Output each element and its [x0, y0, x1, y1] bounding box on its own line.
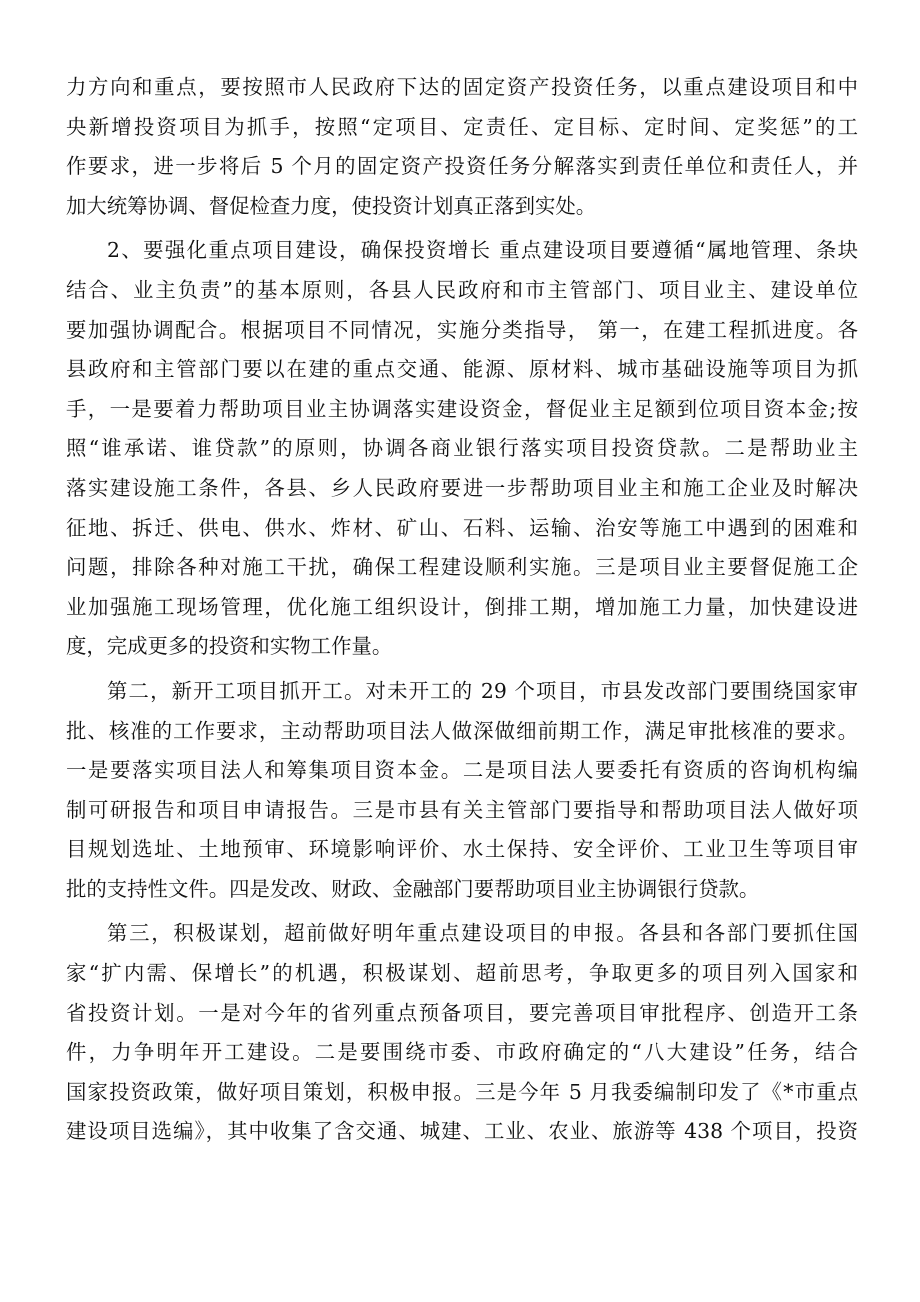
paragraph-key-projects: [66, 231, 858, 667]
paragraph-investment-tasks: [66, 68, 858, 226]
text-line: 第二，新开工项目抓开工。对未开工的 29 个项目，市县发改部门要围绕国家审: [107, 678, 858, 703]
text-line: 照“谁承诺、谁贷款”的原则，协调各商业银行落实项目投资贷款。二是帮助业主: [66, 436, 858, 461]
text-line: 手，一是要着力帮助项目业主协调落实建设资金，督促业主足额到位项目资本金;按: [66, 396, 858, 421]
text-line: 落实建设施工条件，各县、乡人民政府要进一步帮助项目业主和施工企业及时解决: [66, 475, 858, 500]
text-line: 制可研报告和项目申请报告。三是市县有关主管部门要指导和帮助项目法人做好项: [66, 797, 858, 822]
paragraph-next-year-planning: [66, 914, 858, 1152]
text-line: 批的支持性文件。四是发改、财政、金融部门要帮助项目业主协调银行贷款。: [66, 876, 760, 901]
text-line: 度，完成更多的投资和实物工作量。: [66, 634, 393, 659]
text-line: 征地、拆迁、供电、供水、炸材、矿山、石料、运输、治安等施工中遇到的困难和: [66, 515, 858, 540]
text-line: 要加强协调配合。根据项目不同情况，实施分类指导， 第一，在建工程抓进度。各: [66, 317, 858, 342]
text-line: 业加强施工现场管理，优化施工组织设计，倒排工期，增加施工力量，加快建设进: [66, 594, 858, 619]
text-line: 家“扩内需、保增长”的机遇，积极谋划、超前思考，争取更多的项目列入国家和: [66, 961, 858, 986]
text-line: 央新增投资项目为抓手，按照“定项目、定责任、定目标、定时间、定奖惩”的工: [66, 114, 858, 139]
text-line: 建设项目选编》，其中收集了含交通、城建、工业、农业、旅游等 438 个项目，投资: [66, 1119, 858, 1144]
text-line: 第三，积极谋划，超前做好明年重点建设项目的申报。各县和各部门要抓住国: [107, 921, 858, 946]
text-line: 2、要强化重点项目建设，确保投资增长 重点建设项目要遵循“属地管理、条块: [107, 238, 858, 263]
text-line: 问题，排除各种对施工干扰，确保工程建设顺利实施。三是项目业主要督促施工企: [66, 555, 858, 580]
text-line: 一是要落实项目法人和筹集项目资本金。二是项目法人要委托有资质的咨询机构编: [66, 758, 858, 783]
text-line: 批、核准的工作要求，主动帮助项目法人做深做细前期工作，满足审批核准的要求。: [66, 718, 858, 743]
text-line: 国家投资政策，做好项目策划，积极申报。三是今年 5 月我委编制印发了《*市重点: [66, 1079, 858, 1104]
text-line: 作要求，进一步将后 5 个月的固定资产投资任务分解落实到责任单位和责任人，并: [66, 154, 858, 179]
text-line: 力方向和重点，要按照市人民政府下达的固定资产投资任务，以重点建设项目和中: [66, 75, 858, 99]
text-line: 件，力争明年开工建设。二是要围绕市委、市政府确定的“八大建设”任务，结合: [66, 1040, 858, 1065]
text-line: 县政府和主管部门要以在建的重点交通、能源、原材料、城市基础设施等项目为抓: [66, 357, 858, 382]
text-line: 目规划选址、土地预审、环境影响评价、水土保持、安全评价、工业卫生等项目审: [66, 837, 858, 862]
text-line: 省投资计划。一是对今年的省列重点预备项目，要完善项目审批程序、创造开工条: [66, 1000, 858, 1025]
paragraph-new-projects: [66, 672, 858, 910]
text-line: 加大统筹协调、督促检查力度，使投资计划真正落到实处。: [66, 193, 597, 218]
text-line: 结合、业主负责”的基本原则，各县人民政府和市主管部门、项目业主、建设单位: [66, 277, 858, 302]
